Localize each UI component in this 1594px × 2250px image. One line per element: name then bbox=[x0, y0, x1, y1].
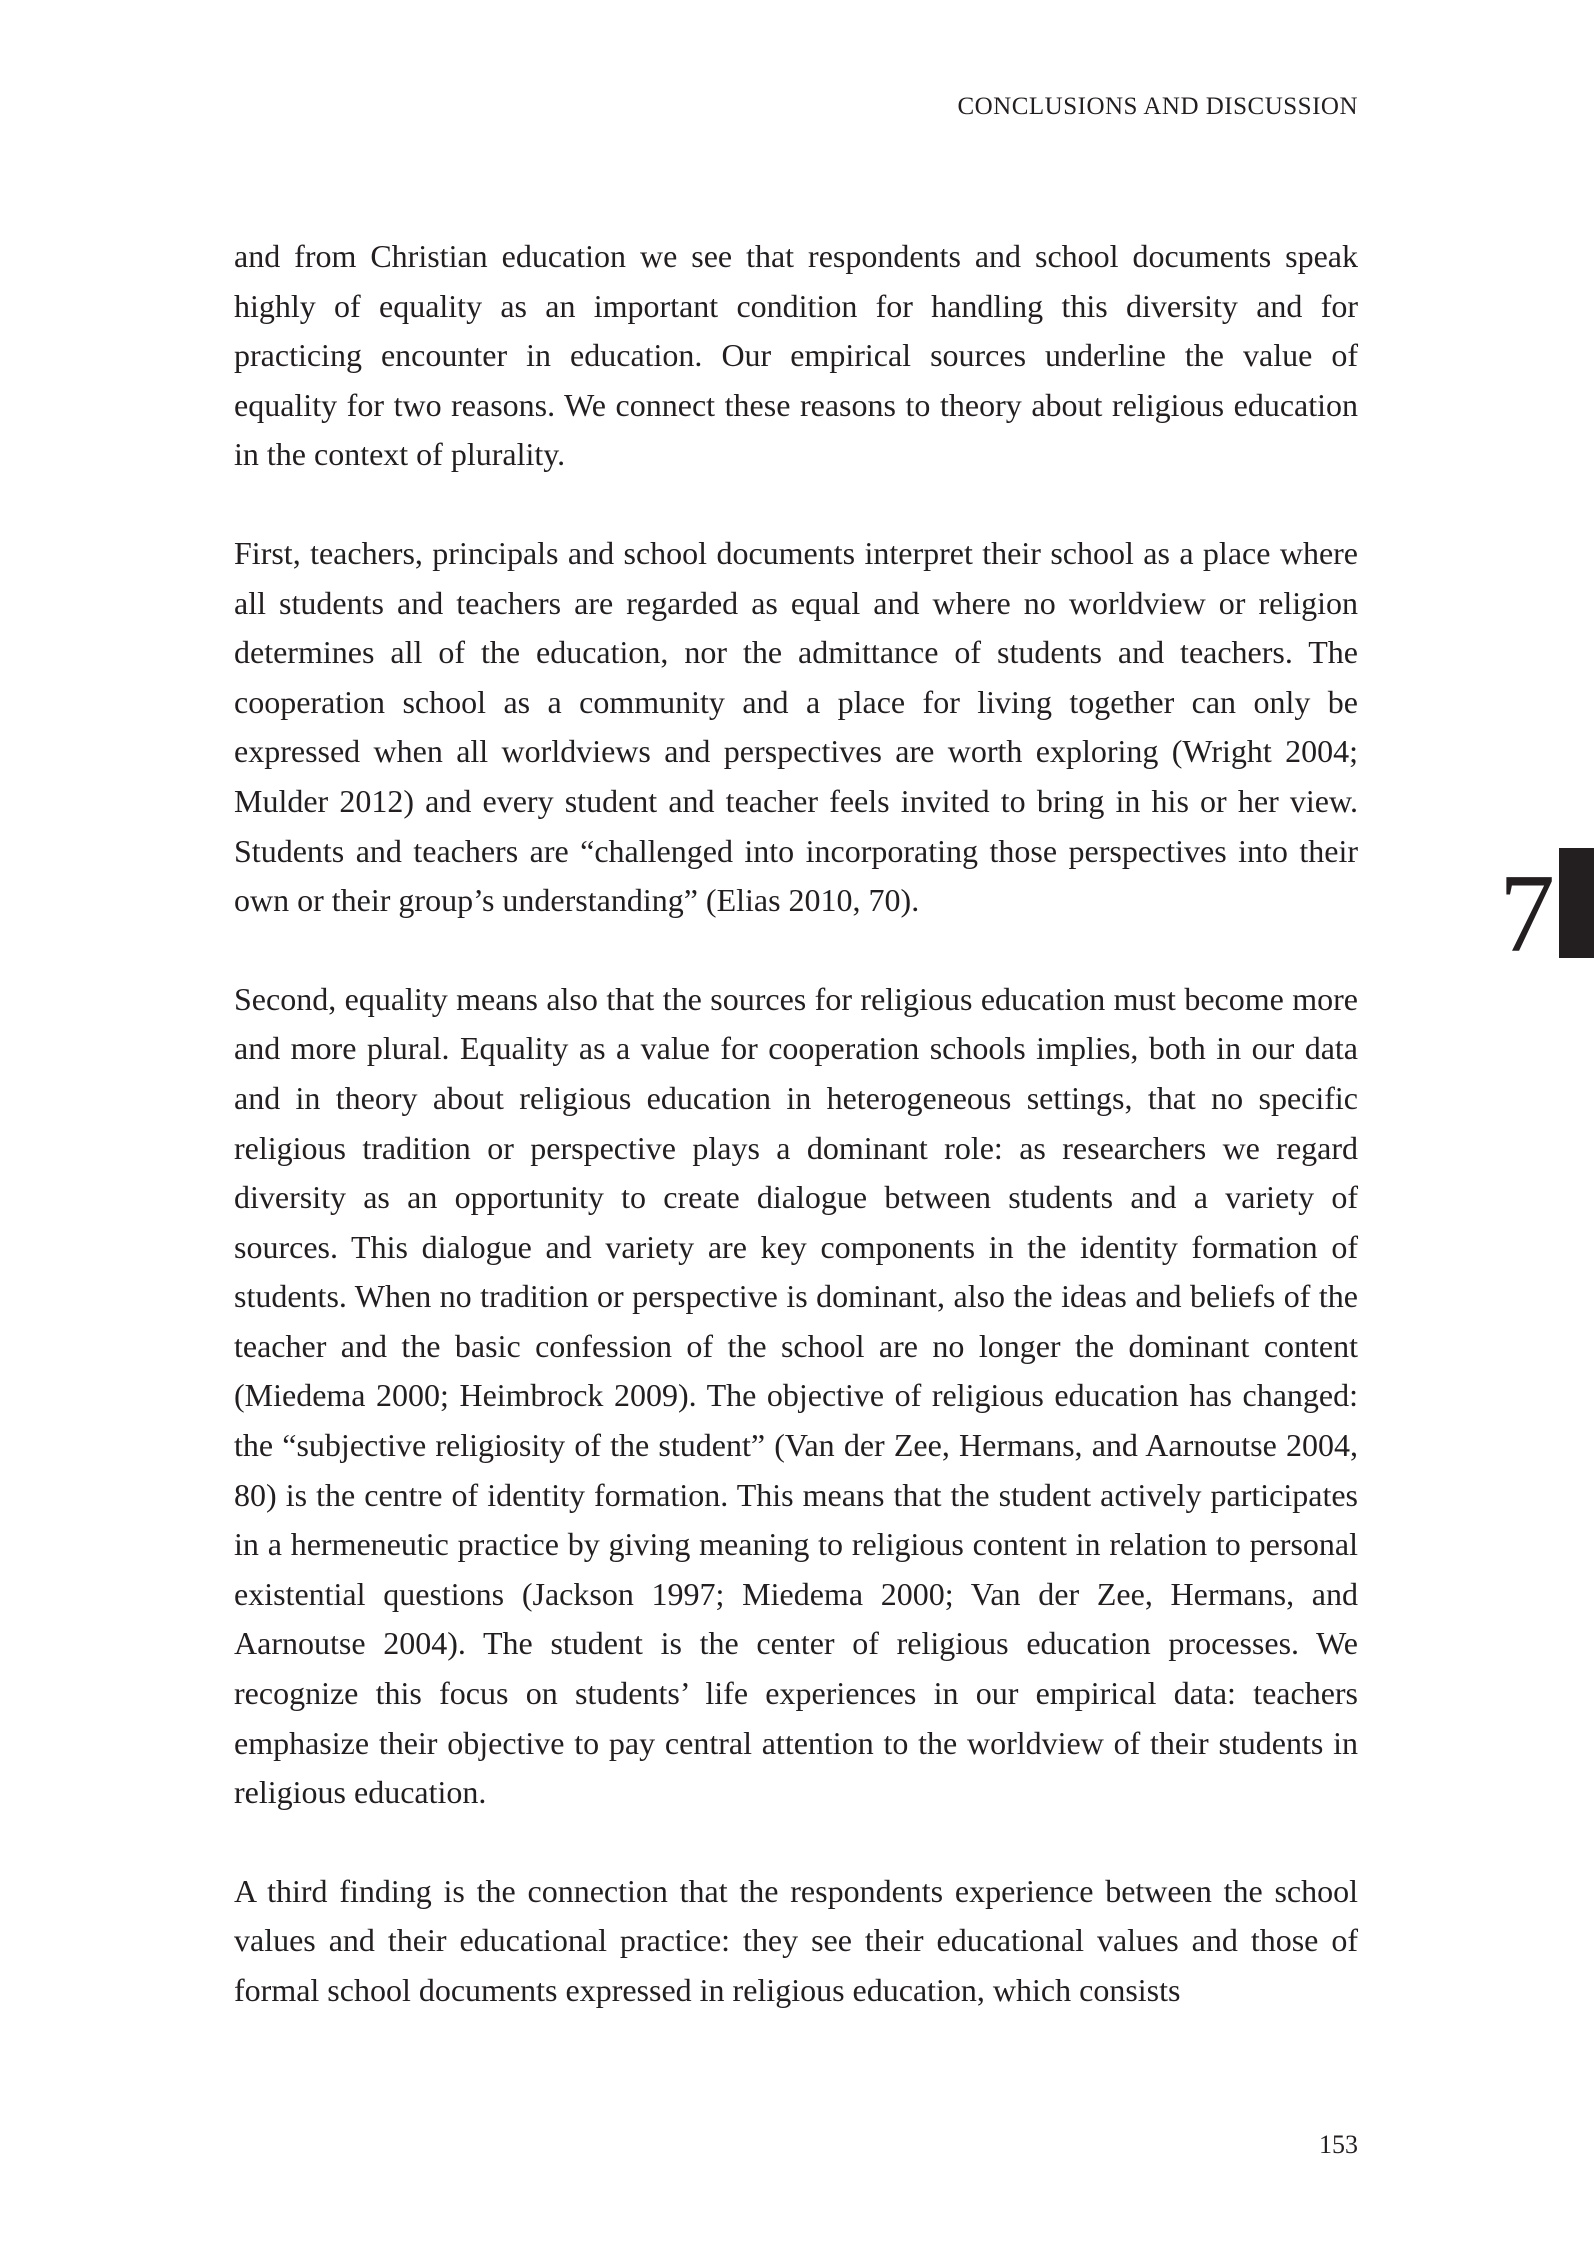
page-number: 153 bbox=[1319, 2130, 1358, 2159]
chapter-number: 7 bbox=[1499, 852, 1555, 976]
paragraph-3: Second, equality means also that the sources for religious education must become more and more plural. Equality as a value for cooperation schools implies, both in our data and in theory about religious education in heterogeneous settings, that no specific religious tradition or perspective plays a dominant role: as researchers we regard diversity as an opportunity to create dialogue between students and a variety of sources. This dialogue and variety are key components in the identity formation of students. When no tradition or perspective is dominant, also the ideas and beliefs of the teacher and the basic confession of the school are no longer the dominant content (Miedema 2000; Heimbrock 2009). The objective of religious education has changed: the “subjective religiosity of the student” (Van der Zee, Hermans, and Aarnoutse 2004, 80) is the centre of identity formation. This means that the student actively participates in a hermeneutic practice by giving meaning to religious content in relation to personal existential questions (Jackson 1997; Miedema 2000; Van der Zee, Hermans, and Aarnoutse 2004). The student is the center of religious education processes. We recognize this focus on students’ life experiences in our empirical data: teachers emphasize their objective to pay central attention to the worldview of their students in religious education. bbox=[234, 980, 1358, 1811]
chapter-thumb-tab bbox=[1499, 848, 1594, 976]
paragraph-1: and from Christian education we see that respondents and school documents speak highly of equality as an important condition for handling this diversity and for practicing encounter in education. Our empirical sources underline the value of equality for two reasons. We connect these reasons to theory about religious education in the context of plurality. bbox=[234, 238, 1358, 473]
paragraph-2: First, teachers, principals and school documents interpret their school as a place where all students and teachers are regarded as equal and where no worldview or religion determines all of the education, nor the admittance of students and teachers. The cooperation school as a community and a place for living together can only be expressed when all worldviews and perspectives are worth exploring (Wright 2004; Mulder 2012) and every student and teacher feels invited to bring in his or her view. Students and teachers are “challenged into incorporating those perspectives into their own or their group’s understanding” (Elias 2010, 70). bbox=[234, 534, 1358, 919]
running-header: CONCLUSIONS AND DISCUSSION bbox=[957, 93, 1358, 120]
paragraph-4: A third finding is the connection that the respondents experience between the school values and their educational practice: they see their educational values and those of formal school documents expressed in religious education, which consists bbox=[234, 1872, 1358, 2008]
body-text bbox=[234, 232, 1358, 2065]
chapter-tab-bar bbox=[1559, 848, 1594, 958]
